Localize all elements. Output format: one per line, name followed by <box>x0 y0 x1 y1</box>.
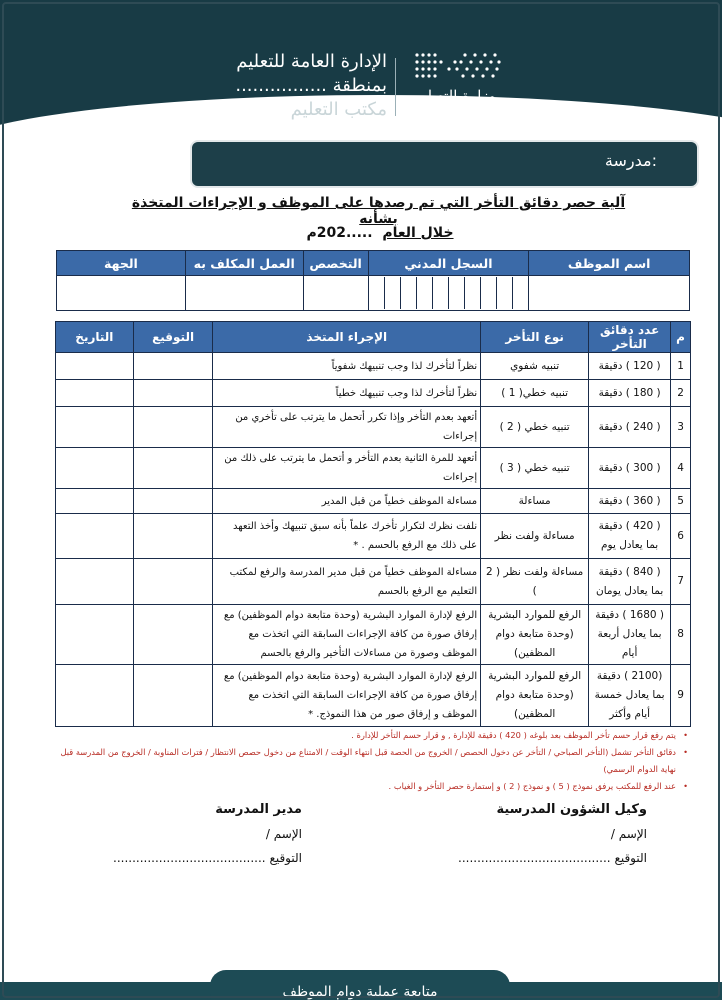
table-row <box>56 353 691 380</box>
notes-list <box>60 727 690 795</box>
table-row <box>56 380 691 407</box>
ministry-logo <box>405 50 515 125</box>
table-row <box>56 448 691 489</box>
row-number: 1 <box>671 353 691 380</box>
vice-sign-dots: ........................................ <box>458 851 611 865</box>
actions-header-date: التاريخ <box>56 322 134 353</box>
vice-name-label: الإسم / <box>610 827 647 841</box>
row-date-cell[interactable] <box>56 489 134 514</box>
row-minutes: ( 300 ) دقيقة <box>589 448 671 489</box>
employee-header-id: السجل المدني <box>368 251 529 276</box>
row-type: تنبيه شفوي <box>481 353 589 380</box>
row-number: 3 <box>671 407 691 448</box>
row-minutes: ( 120 ) دقيقة <box>589 353 671 380</box>
table-row <box>56 407 691 448</box>
employee-header-name: اسم الموظف <box>529 251 690 276</box>
school-label: مدرسة: <box>604 151 657 170</box>
row-date-cell[interactable] <box>56 514 134 559</box>
row-action: أتعهد بعدم التأخر وإذا تكرر أتحمل ما يترتب على تأخري من إجراءات <box>213 407 481 448</box>
table-row <box>56 605 691 665</box>
row-minutes: ( 360 ) دقيقة <box>589 489 671 514</box>
ministry-dots-icon <box>405 50 505 80</box>
principal-name-label: الإسم / <box>265 827 302 841</box>
row-signature-cell[interactable] <box>133 448 213 489</box>
row-minutes: ( 420 ) دقيقة بما يعادل يوم <box>589 514 671 559</box>
row-signature-cell[interactable] <box>133 380 213 407</box>
row-signature-cell[interactable] <box>133 665 213 727</box>
row-type: تنبيه خطي ( 3 ) <box>481 448 589 489</box>
row-type: الرفع للموارد البشرية (وحدة متابعة دوام المظفين) <box>481 605 589 665</box>
year-line <box>260 225 500 241</box>
row-date-cell[interactable] <box>56 380 134 407</box>
row-number: 5 <box>671 489 691 514</box>
table-row <box>56 665 691 727</box>
row-type: الرفع للموارد البشرية (وحدة متابعة دوام المظفين) <box>481 665 589 727</box>
row-signature-cell[interactable] <box>133 353 213 380</box>
row-date-cell[interactable] <box>56 559 134 605</box>
row-action: نظراً لتأخرك لذا وجب تنبيهك شفوياً <box>213 353 481 380</box>
footer-text: متابعة عملية دوام الموظف <box>282 984 438 1000</box>
specialty-field[interactable] <box>303 276 368 311</box>
ministry-name-en: Ministry of Education <box>409 108 503 118</box>
row-date-cell[interactable] <box>56 407 134 448</box>
employee-header-task: العمل المكلف به <box>185 251 303 276</box>
admin-line-2: بمنطقة ................ <box>235 75 387 96</box>
row-minutes: ( 180 ) دقيقة <box>589 380 671 407</box>
row-action: نظراً لتأخرك لذا وجب تنبيهك خطياً <box>213 380 481 407</box>
principal-title: مدير المدرسة <box>215 802 302 817</box>
row-type: مساءلة ولفت نظر <box>481 514 589 559</box>
row-type: تنبيه خطي( 1 ) <box>481 380 589 407</box>
admin-line-1: الإدارة العامة للتعليم <box>236 51 387 72</box>
vice-sign-line <box>458 846 647 870</box>
page-title: آلية حصر دقائق التأخر التي تم رصدها على الموظف و الإجراءات المتخذة بشأنه <box>131 195 626 227</box>
row-number: 9 <box>671 665 691 727</box>
row-signature-cell[interactable] <box>133 605 213 665</box>
employee-header-specialty: التخصص <box>303 251 368 276</box>
actions-header-signature: التوقيع <box>133 322 213 353</box>
table-row <box>56 489 691 514</box>
row-type: مساءلة ولفت نظر ( 2 ) <box>481 559 589 605</box>
note-item: • عند الرفع للمكتب يرفق نموذج ( 5 ) و نموذج ( 2 ) و إستمارة حصر التأخر و الغياب . <box>60 778 690 795</box>
row-number: 2 <box>671 380 691 407</box>
national-id-field[interactable] <box>368 276 529 311</box>
row-number: 7 <box>671 559 691 605</box>
header-divider <box>395 58 396 116</box>
table-row <box>56 559 691 605</box>
row-minutes: ( 1680 ) دقيقة بما يعادل أربعة أيام <box>589 605 671 665</box>
signature-block-principal <box>113 798 302 870</box>
actions-header-type: نوع التأخر <box>481 322 589 353</box>
row-action: مساءلة الموظف خطياً من قبل المدير <box>213 489 481 514</box>
row-signature-cell[interactable] <box>133 514 213 559</box>
signature-block-vice <box>458 798 647 870</box>
department-field[interactable] <box>57 276 186 311</box>
row-signature-cell[interactable] <box>133 407 213 448</box>
actions-header-action: الإجراء المتخذ <box>213 322 481 353</box>
employee-name-field[interactable] <box>529 276 690 311</box>
row-type: تنبيه خطي ( 2 ) <box>481 407 589 448</box>
row-signature-cell[interactable] <box>133 489 213 514</box>
row-action: نلفت نظرك لتكرار تأخرك علماً بأنه سبق تنبيهك وأخذ التعهد على ذلك مع الرفع بالحسم . * <box>213 514 481 559</box>
row-date-cell[interactable] <box>56 605 134 665</box>
note-item: • يتم رفع قرار حسم تأخر الموظف بعد بلوغه ( 420 ) دقيقة للإدارة , و قرار حسم التأخر للإدارة . <box>60 727 690 744</box>
row-action: مساءلة الموظف خطياً من قبل مدير المدرسة والرفع لمكتب التعليم مع الرفع بالحسم <box>213 559 481 605</box>
principal-sign-label: التوقيع <box>269 851 302 865</box>
year-prefix: خلال العام <box>382 225 454 241</box>
employee-table <box>56 250 690 311</box>
row-date-cell[interactable] <box>56 665 134 727</box>
admin-block <box>235 50 387 122</box>
actions-header-minutes: عدد دقائق التأخر <box>589 322 671 353</box>
row-minutes: ( 840 ) دقيقة بما يعادل يومان <box>589 559 671 605</box>
note-item: • دقائق التأخر تشمل (التأخر الصباحي / التأخر عن دخول الحصص / الخروج من الحصة قبل انتهاء الوقت / الامتناع من دخول حصص الانتظار / فترات المناوبة / الخروج من المدرسة قبل نهاية الدوام الرسمي) <box>60 744 690 778</box>
table-row <box>56 514 691 559</box>
principal-sign-line <box>113 846 302 870</box>
row-signature-cell[interactable] <box>133 559 213 605</box>
vice-sign-label: التوقيع <box>614 851 647 865</box>
ministry-name-ar: وزارة التعـليم <box>413 87 496 105</box>
row-action: أتعهد للمرة الثانية بعدم التأخر و أتحمل ما يترتب على ذلك من إجراءات <box>213 448 481 489</box>
row-action: الرفع لإدارة الموارد البشرية (وحدة متابعة دوام الموظفين) مع إرفاق صورة من كافة الإجراءات السابقة التي اتخذت مع الموظف وصورة من مساءلات التأخير والرفع بالحسم <box>213 605 481 665</box>
row-minutes: ( 240 ) دقيقة <box>589 407 671 448</box>
year-value: .....202م <box>306 225 373 241</box>
row-minutes: (2100 ) دقيقة بما يعادل خمسة أيام وأكثر <box>589 665 671 727</box>
row-number: 8 <box>671 605 691 665</box>
row-number: 4 <box>671 448 691 489</box>
row-number: 6 <box>671 514 691 559</box>
actions-header-n: م <box>671 322 691 353</box>
row-date-cell[interactable] <box>56 448 134 489</box>
actions-table <box>55 321 691 727</box>
row-date-cell[interactable] <box>56 353 134 380</box>
employee-header-dept: الجهة <box>57 251 186 276</box>
school-name-tab <box>190 140 699 188</box>
row-action: الرفع لإدارة الموارد البشرية (وحدة متابعة دوام الموظفين) مع إرفاق صورة من كافة الإجراءات السابقة التي اتخذت مع الموظف و إرفاق صور من هذا النموذج. * <box>213 665 481 727</box>
task-field[interactable] <box>185 276 303 311</box>
vice-title: وكيل الشؤون المدرسية <box>496 802 647 817</box>
row-type: مساءلة <box>481 489 589 514</box>
principal-sign-dots: ........................................ <box>113 851 266 865</box>
admin-line-3: مكتب التعليم <box>290 99 387 120</box>
